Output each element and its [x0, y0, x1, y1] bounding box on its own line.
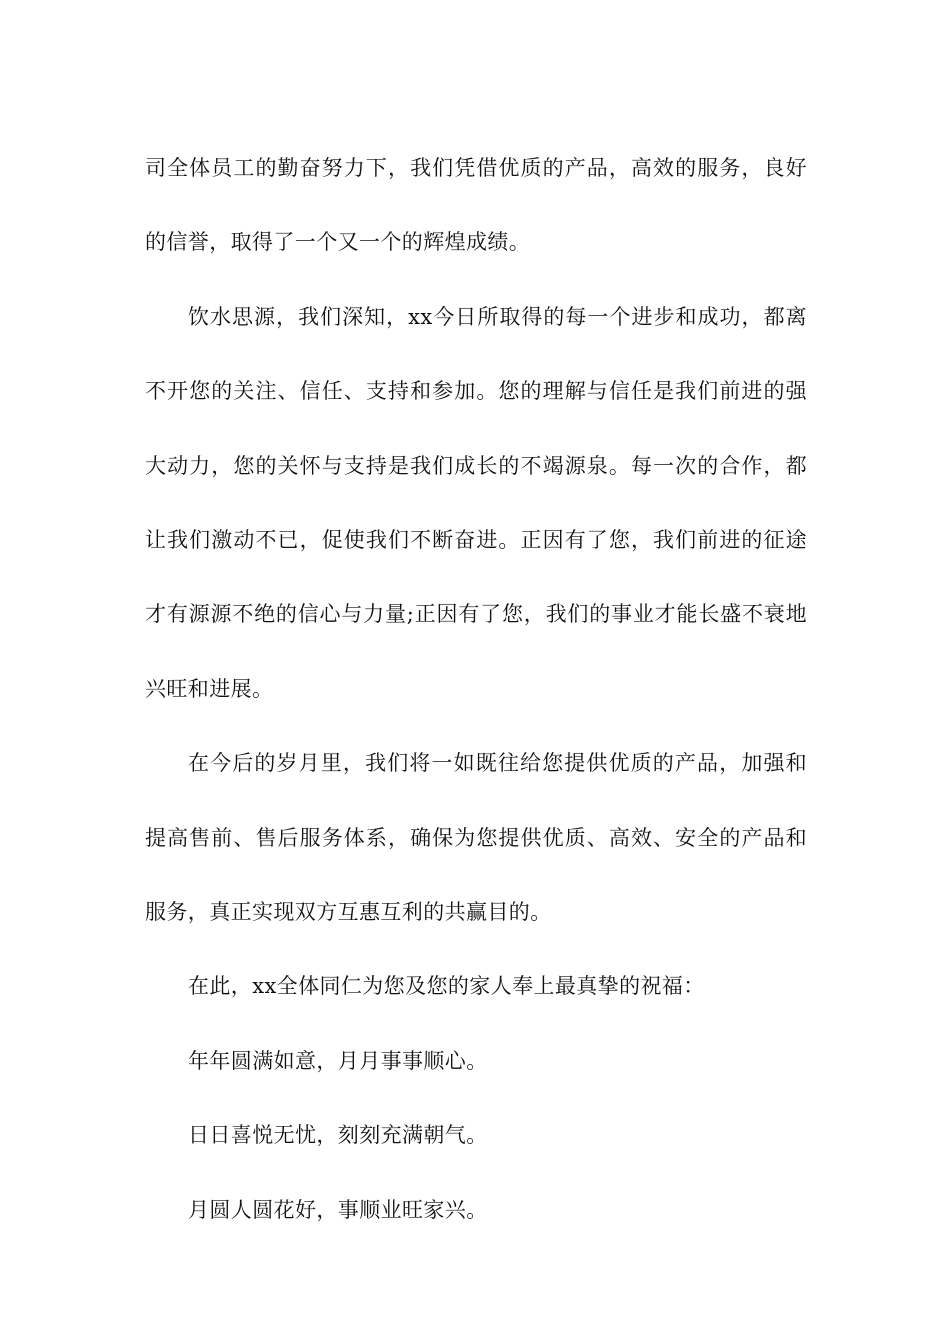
blessing-line-2: 日日喜悦无忧，刻刻充满朝气。	[188, 1123, 488, 1148]
blessing-line-3: 月圆人圆花好，事顺业旺家兴。	[188, 1197, 488, 1222]
paragraph-continuation: 司全体员工的勤奋努力下，我们凭借优质的产品，高效的服务，良好的信誉，取得了一个又一个的辉煌成绩。	[145, 156, 807, 255]
paragraph-blessing-intro: 在此，xx全体同仁为您及您的家人奉上最真挚的祝福：	[188, 974, 705, 999]
document-body	[145, 131, 807, 1247]
blessing-line-1: 年年圆满如意，月月事事顺心。	[188, 1048, 488, 1073]
paragraph-gratitude: 饮水思源，我们深知，xx今日所取得的每一个进步和成功，都离不开您的关注、信任、支持和参加。您的理解与信任是我们前进的强大动力，您的关怀与支持是我们成长的不竭源泉。每一次的合作，都让我们激动不已，促使我们不断奋进。正因有了您，我们前进的征途才有源源不绝的信心与力量;正因有了您，我们的事业才能长盛不衰地兴旺和进展。	[145, 304, 807, 701]
paragraph-commitment: 在今后的岁月里，我们将一如既往给您提供优质的产品，加强和提高售前、售后服务体系，确保为您提供优质、高效、安全的产品和服务，真正实现双方互惠互利的共赢目的。	[145, 751, 807, 925]
